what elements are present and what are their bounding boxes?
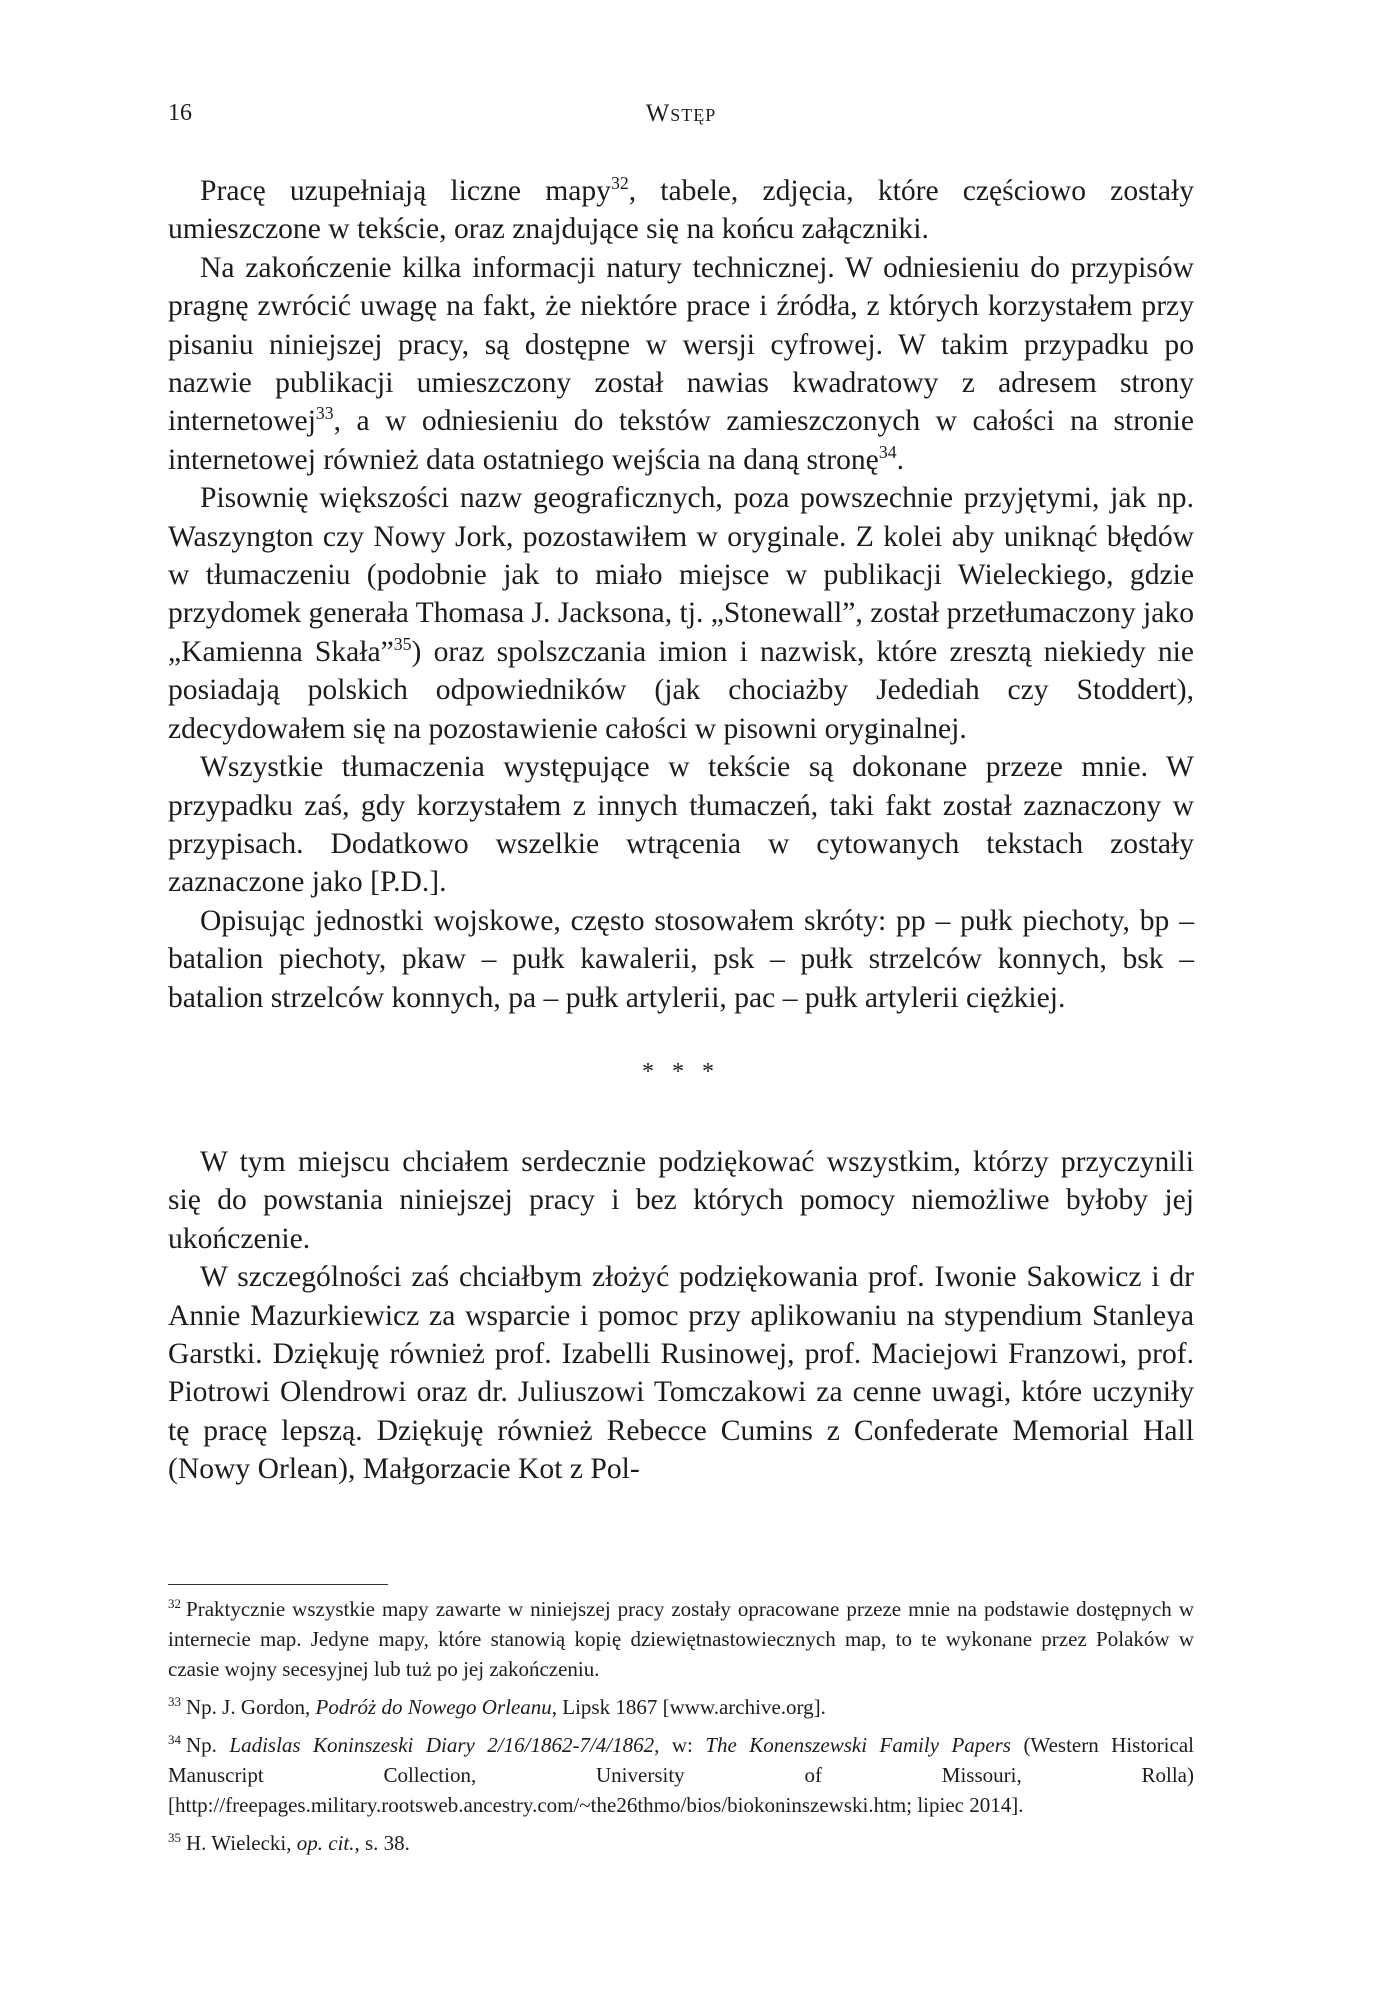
chapter-title: Wstęp — [645, 100, 717, 127]
footnote-34: $^{34}$ Np. Ladislas Koninszeski Diary 2/16/1862-7/4/1862, w: The Konenszewski Family Papers (Western Historical Manuscript Collection, University of Missouri, Rolla) [http://freepages.military.rootsweb.ancestry.com/~the26thmo/bios/biokoninszewski.htm; lipiec 2014]. — [168, 1732, 1194, 1817]
paragraph-translations: Wszystkie tłumaczenia występujące w tekście są dokonane przeze mnie. W przypadku zaś, gdy korzystałem z innych tłumaczeń, taki fakt został zaznaczony w przypisach. Dodatkowo wszelkie wtrącenia w cytowanych tekstach zostały zaznaczone jako [P.D.]. — [168, 751, 1194, 899]
footnote-number: 32 — [168, 1596, 182, 1611]
page-number: 16 — [168, 100, 192, 126]
paragraph-technical-info: Na zakończenie kilka informacji natury technicznej. W odniesieniu do przypisów pragnę zwrócić uwagę na fakt, że niektóre prace i źródła, z których korzystałem przy pisaniu niniejszej pracy, są dostępne w wersji cyfrowej. W takim przypadku po nazwie publikacji umieszczony został nawias kwadratowy z adresem strony internetowej$^{33}$, a w odniesieniu do tekstów zamieszczonych w całości na stronie internetowej również data ostatniego wejścia na daną stronę$^{34}$. — [168, 251, 1194, 476]
footnote-number: 33 — [168, 1694, 182, 1709]
footnote-32: $^{32}$ Praktycznie wszystkie mapy zawarte w niniejszej pracy zostały opracowane przeze mnie na podstawie dostępnych w internecie map. Jedyne mapy, które stanowią kopię dziewiętnastowiecznych map, to te wykonane przez Polaków w czasie wojny secesyjnej lub tuż po jej zakończeniu. — [168, 1596, 1194, 1681]
footnote-number: 35 — [168, 1830, 182, 1845]
footnote-ref-34[interactable]: 34 — [878, 441, 897, 462]
footnotes — [168, 1594, 1194, 1866]
paragraph-maps: Pracę uzupełniają liczne mapy$^{32}$, tabele, zdjęcia, które częściowo zostały umieszczone w tekście, oraz znajdujące się na końcu załączniki. — [168, 173, 1195, 246]
footnote-number: 34 — [168, 1732, 182, 1747]
footnote-ref-33[interactable]: 33 — [315, 403, 334, 424]
paragraph-abbreviations: Opisując jednostki wojskowe, często stosowałem skróty: pp – pułk piechoty, bp – batalion piechoty, pkaw – pułk kawalerii, psk – pułk strzelców konnych, bsk – batalion strzelców konnych, pa – pułk artylerii, pac – pułk artylerii ciężkiej. — [168, 904, 1194, 1014]
footnote-rule — [168, 1584, 388, 1585]
paragraph-acknowledgements: W szczególności zaś chciałbym złożyć podziękowania prof. Iwonie Sakowicz i dr Annie Mazurkiewicz za wsparcie i pomoc przy aplikowaniu na stypendium Stanleya Garstki. Dziękuję również prof. Izabelli Rusinowej, prof. Maciejowi Franzowi, prof. Piotrowi Olendrowi oraz dr. Juliuszowi Tomczakowi za cenne uwagi, które uczyniły tę pracę lepszą. Dziękuję również Rebecce Cumins z Confederate Memorial Hall (Nowy Orlean), Małgorzacie Kot z Pol- — [168, 1261, 1194, 1486]
section-separator: * * * — [642, 1058, 720, 1085]
footnote-url-text: (Western Historical Manuscript Collection, University of Missouri, Rolla) [http://freepages.military.rootsweb.ancestry.com/~the26thmo/bios/biokoninszewski.htm; lipiec 2014]. — [168, 1733, 1194, 1817]
footnote-35: $^{35}$ H. Wielecki, op. cit., s. 38. — [168, 1830, 410, 1855]
paragraph-thanks: W tym miejscu chciałem serdecznie podziękować wszystkim, którzy przyczynili się do powstania niniejszej pracy i bez których pomocy niemożliwe byłoby jej ukończenie. — [168, 1145, 1194, 1255]
paragraph-geographic-names: Pisownię większości nazw geograficznych, poza powszechnie przyjętymi, jak np. Waszyngton czy Nowy Jork, pozostawiłem w oryginale. Z kolei aby uniknąć błędów w tłumaczeniu (podobnie jak to miało miejsce w publikacji Wieleckiego, gdzie przydomek generała Thomasa J. Jacksona, tj. „Stonewall”, został przetłumaczony jako „Kamienna Skała”$^{35}$) oraz spolszczania imion i nazwisk, które zresztą niekiedy nie posiadają polskich odpowiedników (jak chociażby Jedediah czy Stoddert), zdecydowałem się na pozostawienie całości w pisowni oryginalnej. — [168, 482, 1194, 745]
footnote-ref-32[interactable]: 32 — [610, 173, 629, 194]
running-head — [168, 100, 1194, 134]
footnote-ref-35[interactable]: 35 — [393, 634, 412, 655]
main-text — [168, 172, 1194, 1489]
footnote-33: $^{33}$ Np. J. Gordon, Podróż do Nowego Orleanu, Lipsk 1867 [www.archive.org]. — [168, 1694, 826, 1719]
